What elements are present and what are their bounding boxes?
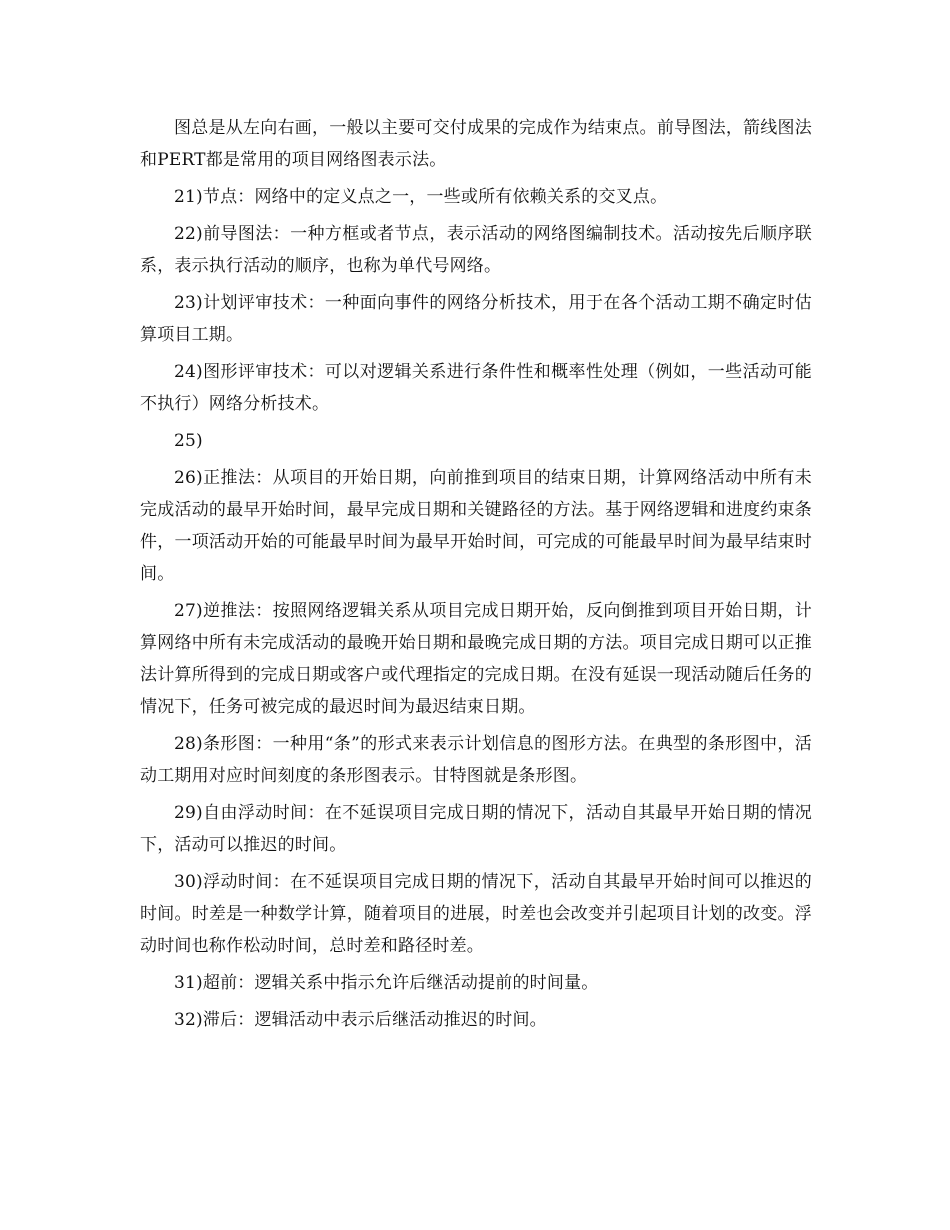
paragraph-28-bar-chart: 28)条形图：一种用“条”的形式来表示计划信息的图形方法。在典型的条形图中，活动工期用对应时间刻度的条形图表示。甘特图就是条形图。 <box>140 734 812 786</box>
document-body <box>140 112 812 1041</box>
paragraph-intro: 图总是从左向右画，一般以主要可交付成果的完成作为结束点。前导图法，箭线图法和PERT都是常用的项目网络图表示法。 <box>140 118 812 170</box>
paragraph-32-lag: 32)滞后：逻辑活动中表示后继活动推迟的时间。 <box>174 1010 547 1030</box>
paragraph-27-backward-pass: 27)逆推法：按照网络逻辑关系从项目完成日期开始，反向倒推到项目开始日期，计算网络中所有未完成活动的最晚开始日期和最晚完成日期的方法。项目完成日期可以正推法计算所得到的完成日期或客户或代理指定的完成日期。在没有延误一现活动随后任务的情况下，任务可被完成的最迟时间为最迟结束日期。 <box>140 601 812 717</box>
paragraph-23-pert: 23)计划评审技术：一种面向事件的网络分析技术，用于在各个活动工期不确定时估算项目工期。 <box>140 293 812 345</box>
paragraph-31-lead: 31)超前：逻辑关系中指示允许后继活动提前的时间量。 <box>174 973 599 993</box>
paragraph-26-forward-pass: 26)正推法：从项目的开始日期，向前推到项目的结束日期，计算网络活动中所有未完成活动的最早开始时间，最早完成日期和关键路径的方法。基于网络逻辑和进度约束条件，一项活动开始的可能最早时间为最早开始时间，可完成的可能最早时间为最早结束时间。 <box>140 468 812 584</box>
paragraph-21-node: 21)节点：网络中的定义点之一，一些或所有依赖关系的交叉点。 <box>174 187 668 207</box>
paragraph-29-free-float: 29)自由浮动时间：在不延误项目完成日期的情况下，活动自其最早开始日期的情况下，活动可以推迟的时间。 <box>140 803 812 855</box>
paragraph-24-gert: 24)图形评审技术：可以对逻辑关系进行条件性和概率性处理（例如，一些活动可能不执行）网络分析技术。 <box>140 362 812 414</box>
paragraph-30-float: 30)浮动时间：在不延误项目完成日期的情况下，活动自其最早开始时间可以推迟的时间。时差是一种数学计算，随着项目的进展，时差也会改变并引起项目计划的改变。浮动时间也称作松动时间，总时差和路径时差。 <box>140 872 812 956</box>
paragraph-22-precedence-method: 22)前导图法：一种方框或者节点，表示活动的网络图编制技术。活动按先后顺序联系，表示执行活动的顺序，也称为单代号网络。 <box>140 224 812 276</box>
paragraph-25-empty: 25) <box>174 431 203 451</box>
